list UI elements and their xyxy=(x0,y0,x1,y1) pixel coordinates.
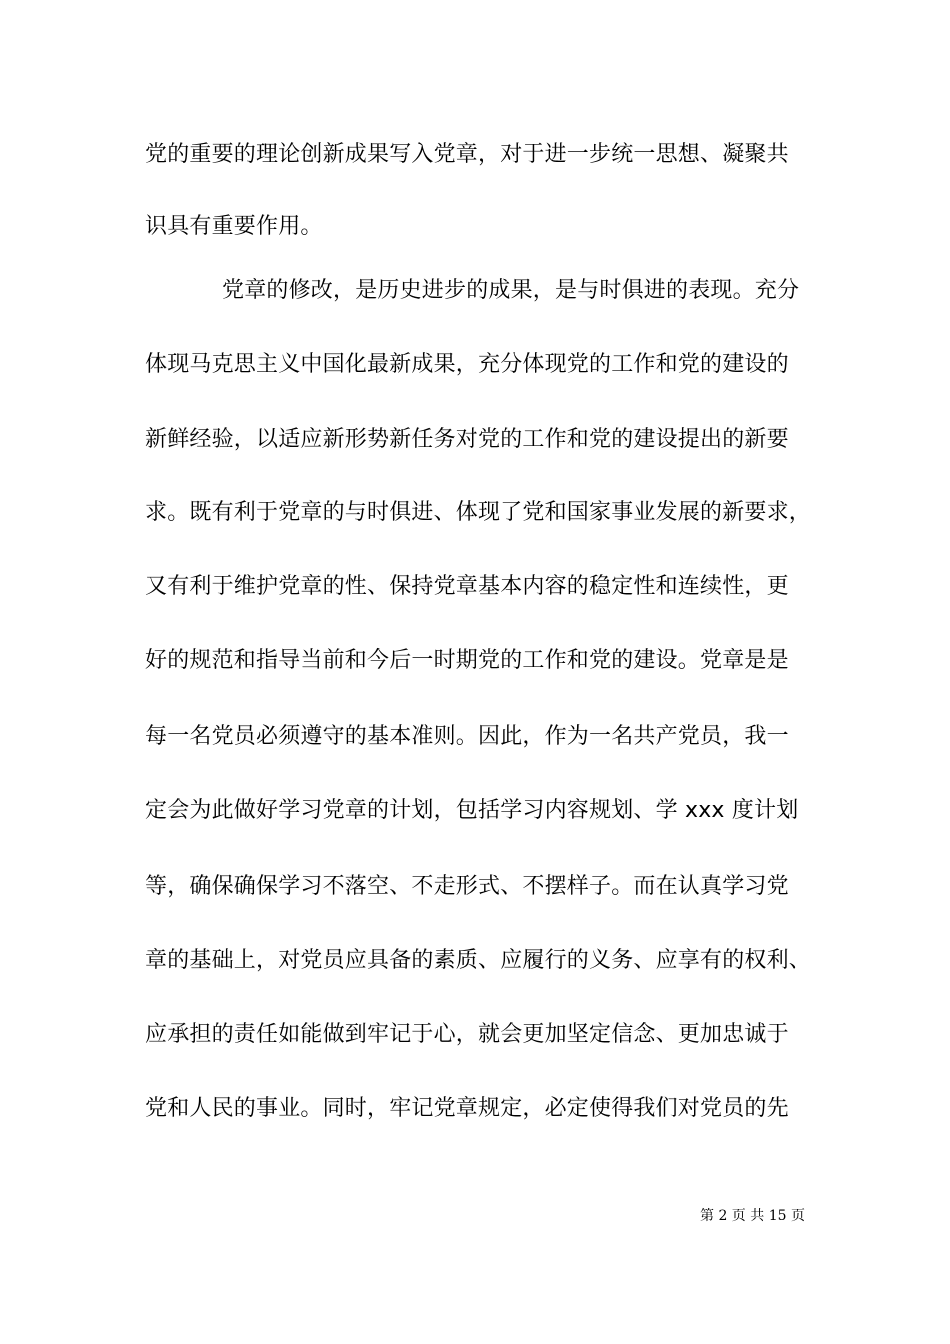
paragraph-line: 好的规范和指导当前和今后一时期党的工作和党的建设。党章是是 xyxy=(145,648,789,673)
paragraph-line: 识具有重要作用。 xyxy=(145,214,323,239)
paragraph-line: 章的基础上，对党员应具备的素质、应履行的义务、应享有的权利、 xyxy=(145,948,812,973)
paragraph-line: 体现马克思主义中国化最新成果，充分体现党的工作和党的建设的 xyxy=(145,352,789,377)
paragraph-line: 应承担的责任如能做到牢记于心，就会更加坚定信念、更加忠诚于 xyxy=(145,1022,789,1047)
paragraph-line: 又有利于维护党章的性、保持党章基本内容的稳定性和连续性，更 xyxy=(145,574,789,599)
paragraph-line: 每一名党员必须遵守的基本准则。因此，作为一名共产党员，我一 xyxy=(145,724,789,749)
page-number: 第 2 页 共 15 页 xyxy=(700,1208,805,1224)
paragraph-line: 等，确保确保学习不落空、不走形式、不摆样子。而在认真学习党 xyxy=(145,874,789,899)
paragraph-line-indented: 党章的修改，是历史进步的成果，是与时俱进的表现。充分 xyxy=(222,278,800,303)
paragraph-line: 党的重要的理论创新成果写入党章，对于进一步统一思想、凝聚共 xyxy=(145,142,789,167)
paragraph-line: 求。既有利于党章的与时俱进、体现了党和国家事业发展的新要求， xyxy=(145,500,812,525)
paragraph-line: 新鲜经验，以适应新形势新任务对党的工作和党的建设提出的新要 xyxy=(145,427,789,452)
paragraph-line: 定会为此做好学习党章的计划，包括学习内容规划、学 xxx 度计划 xyxy=(145,798,799,823)
paragraph-line: 党和人民的事业。同时，牢记党章规定，必定使得我们对党员的先 xyxy=(145,1096,789,1121)
